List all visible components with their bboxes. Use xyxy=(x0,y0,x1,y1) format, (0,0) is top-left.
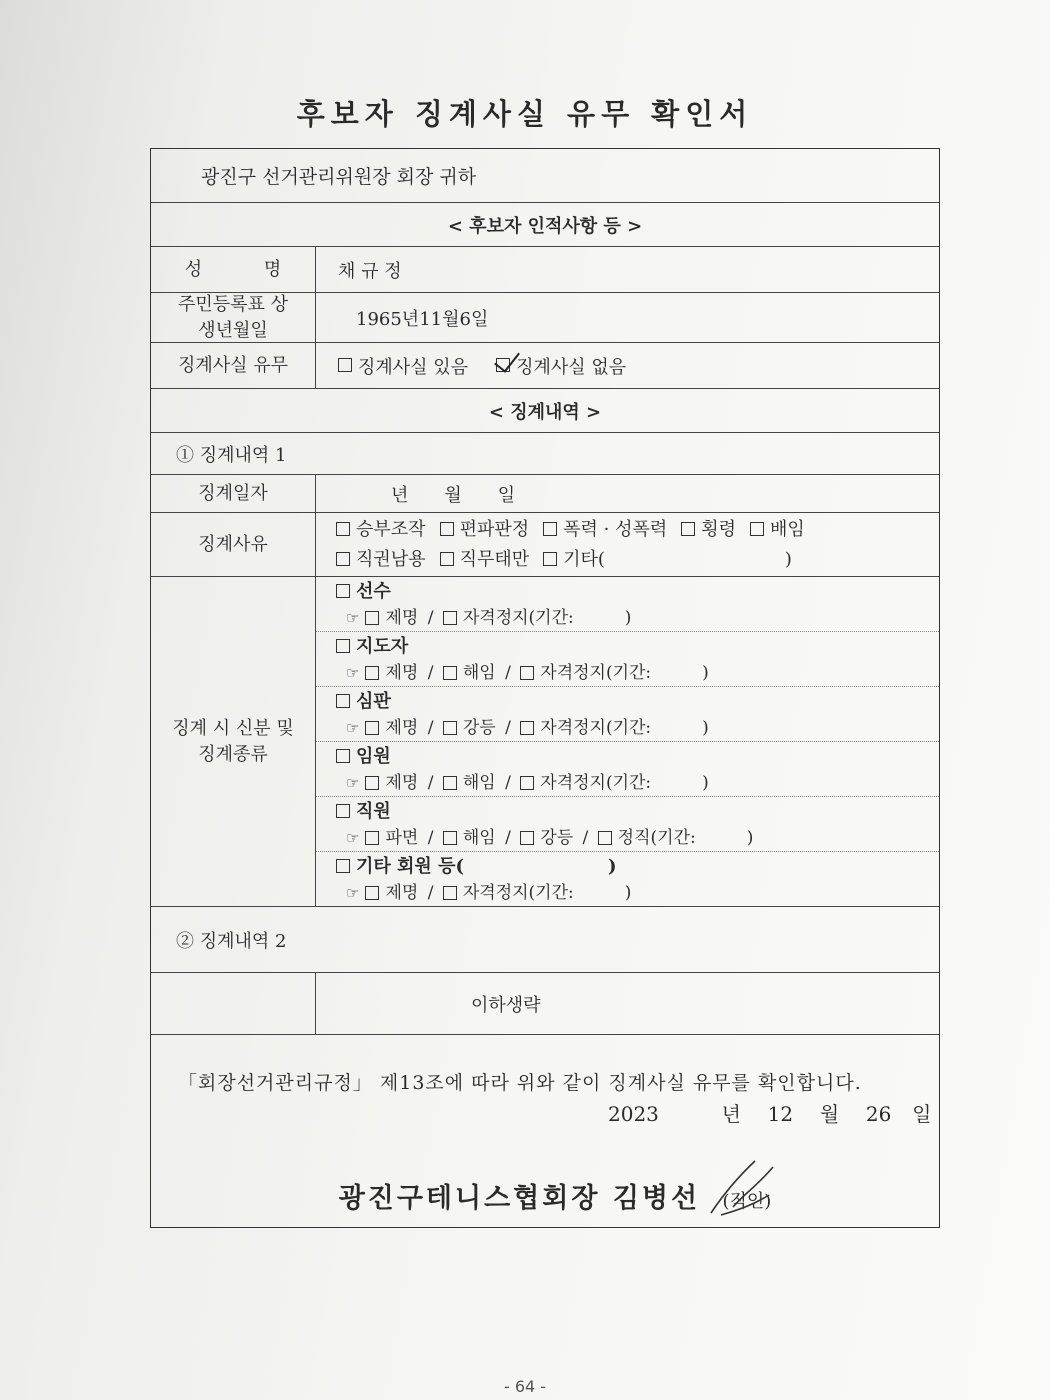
confirmation-statement: 「회장선거관리규정」 제13조에 따라 위와 같이 징계사실 유무를 확인합니다. xyxy=(178,1072,862,1094)
confirmation-form xyxy=(150,148,940,1228)
addressee: 광진구 선거관리위원장 회장 귀하 xyxy=(201,166,477,188)
record2-heading-row xyxy=(151,907,939,973)
pointing-hand-icon: ☞ xyxy=(346,609,360,627)
date-year: 2023 xyxy=(608,1102,659,1126)
reason-b-label-0: 직권남용 xyxy=(356,548,426,570)
personal-section-row xyxy=(151,203,939,247)
role-checkbox-0[interactable] xyxy=(336,584,350,598)
role-name-2: 심판 xyxy=(356,691,391,712)
record1-type-row xyxy=(151,577,939,907)
record1-date-label: 징계일자 xyxy=(151,475,316,512)
role-options-4 xyxy=(316,825,939,852)
role-checkbox-2[interactable] xyxy=(336,694,350,708)
role-4-option-label-3: 정직(기간: ) xyxy=(617,828,754,848)
option-separator: / xyxy=(499,718,517,738)
reason-b-checkbox-1[interactable] xyxy=(440,552,454,566)
record2-heading: ② 징계내역 2 xyxy=(176,930,287,952)
status-no-label: 징계사실 없음 xyxy=(516,356,627,378)
signer-name: 광진구테니스협회장 김병선 xyxy=(338,1183,701,1214)
role-3-option-checkbox-0[interactable] xyxy=(365,776,379,790)
option-separator: / xyxy=(422,663,439,683)
discipline-section-heading: < 징계내역 > xyxy=(488,401,602,423)
signature-mark xyxy=(703,1155,783,1225)
option-separator: / xyxy=(422,828,439,848)
role-2-option-label-2: 자격정지(기간: ) xyxy=(540,718,709,738)
reason-a-label-2: 폭력 · 성폭력 xyxy=(563,518,668,540)
role-options-1 xyxy=(316,660,939,687)
date-day-unit: 일 xyxy=(912,1102,932,1126)
reason-a-label-3: 횡령 xyxy=(701,518,737,540)
role-name-3: 임원 xyxy=(356,746,391,767)
record1-reason-label: 징계사유 xyxy=(151,513,316,576)
role-4-option-checkbox-0[interactable] xyxy=(365,831,379,845)
role-2-option-checkbox-2[interactable] xyxy=(520,721,534,735)
pointing-hand-icon: ☞ xyxy=(346,719,360,737)
record2-empty-label xyxy=(151,973,316,1034)
role-0-option-label-1: 자격정지(기간: ) xyxy=(462,608,632,628)
role-1-option-checkbox-0[interactable] xyxy=(365,666,379,680)
role-0-option-checkbox-0[interactable] xyxy=(365,611,379,625)
option-separator: / xyxy=(499,663,517,683)
date-month-unit: 월 xyxy=(819,1102,840,1126)
role-heading-1 xyxy=(316,634,939,660)
option-separator: / xyxy=(422,608,439,628)
reason-a-label-0: 승부조작 xyxy=(356,518,426,540)
role-5-option-label-1: 자격정지(기간: ) xyxy=(462,883,632,903)
role-4-option-checkbox-1[interactable] xyxy=(443,831,457,845)
birth-value: 1965년11월6일 xyxy=(356,308,489,330)
role-3-option-checkbox-1[interactable] xyxy=(443,776,457,790)
role-options-3 xyxy=(316,770,939,797)
addressee-row xyxy=(151,149,939,203)
option-separator: / xyxy=(422,718,439,738)
reasons-line2 xyxy=(336,545,792,575)
reason-a-checkbox-1[interactable] xyxy=(440,522,454,536)
record1-type-label xyxy=(151,577,316,906)
reason-b-label-1: 직무태만 xyxy=(459,548,530,570)
option-separator: / xyxy=(499,828,517,848)
role-1-option-checkbox-1[interactable] xyxy=(443,666,457,680)
role-options-2 xyxy=(316,715,939,742)
discipline-status-options xyxy=(316,343,939,388)
role-0-option-label-0: 제명 xyxy=(385,608,419,628)
reason-a-label-1: 편파판정 xyxy=(459,518,530,540)
option-separator: / xyxy=(422,883,439,903)
role-1-option-checkbox-2[interactable] xyxy=(520,666,534,680)
role-4-option-checkbox-3[interactable] xyxy=(598,831,612,845)
confirmation-date xyxy=(608,1098,931,1127)
name-value: 채 규 정 xyxy=(338,260,402,282)
role-3-option-label-0: 제명 xyxy=(385,773,419,793)
date-year-unit: 년 xyxy=(721,1102,741,1126)
role-4-option-checkbox-2[interactable] xyxy=(520,831,534,845)
seal-label: (직인) xyxy=(722,1191,772,1212)
reason-a-checkbox-0[interactable] xyxy=(336,522,350,536)
birth-label-line1: 주민등록표 상 xyxy=(177,293,289,315)
reasons-line1 xyxy=(336,515,805,545)
status-yes-label: 징계사실 있음 xyxy=(358,356,469,378)
role-heading-5 xyxy=(316,854,939,880)
date-day: 26 xyxy=(865,1102,892,1126)
discipline-status-label: 징계사실 유무 xyxy=(151,343,316,388)
role-name-5: 기타 회원 등( ) xyxy=(356,856,617,877)
signer-line xyxy=(0,1176,1050,1215)
status-no-checkbox[interactable] xyxy=(496,358,510,372)
role-heading-0 xyxy=(316,579,939,605)
role-name-1: 지도자 xyxy=(356,636,409,657)
role-1-option-label-2: 자격정지(기간: ) xyxy=(540,663,709,683)
option-separator: / xyxy=(422,773,439,793)
pointing-hand-icon: ☞ xyxy=(346,884,360,902)
role-checkbox-4[interactable] xyxy=(336,804,350,818)
record1-reason-options xyxy=(316,513,939,576)
status-yes-checkbox[interactable] xyxy=(338,358,352,372)
document-title: 후보자 징계사실 유무 확인서 xyxy=(296,97,754,131)
role-0-option-checkbox-1[interactable] xyxy=(443,611,457,625)
role-2-option-label-0: 제명 xyxy=(385,718,419,738)
reason-a-checkbox-3[interactable] xyxy=(681,522,695,536)
reason-a-label-4: 배임 xyxy=(770,518,805,540)
reason-b-checkbox-0[interactable] xyxy=(336,552,350,566)
reason-b-label-2: 기타( ) xyxy=(563,548,792,570)
role-3-option-label-1: 해임 xyxy=(462,773,496,793)
role-5-option-checkbox-0[interactable] xyxy=(365,886,379,900)
pointing-hand-icon: ☞ xyxy=(346,774,360,792)
reason-b-checkbox-2[interactable] xyxy=(543,552,557,566)
record1-heading: ① 징계내역 1 xyxy=(176,444,287,466)
role-options-5 xyxy=(316,880,939,907)
role-heading-3 xyxy=(316,744,939,770)
role-checkbox-1[interactable] xyxy=(336,639,350,653)
record2-note: 이하생략 xyxy=(471,994,541,1016)
role-2-option-checkbox-0[interactable] xyxy=(365,721,379,735)
discipline-status-row xyxy=(151,343,939,389)
role-options-0 xyxy=(316,605,939,632)
page-number: - 64 - xyxy=(503,1377,547,1396)
role-2-option-label-1: 강등 xyxy=(462,718,496,738)
name-label: 성 명 xyxy=(151,247,316,292)
record2-note-row xyxy=(151,973,939,1035)
pointing-hand-icon: ☞ xyxy=(346,664,360,682)
role-heading-4 xyxy=(316,799,939,825)
reason-a-checkbox-4[interactable] xyxy=(750,522,764,536)
role-3-option-label-2: 자격정지(기간: ) xyxy=(540,773,709,793)
pointing-hand-icon: ☞ xyxy=(346,829,360,847)
role-3-option-checkbox-2[interactable] xyxy=(520,776,534,790)
birth-row xyxy=(151,293,939,343)
record1-reason-row xyxy=(151,513,939,577)
role-heading-2 xyxy=(316,689,939,715)
option-separator: / xyxy=(499,773,517,793)
date-month: 12 xyxy=(767,1102,794,1126)
type-label-line1: 징계 시 신분 및 xyxy=(172,717,294,739)
role-checkbox-5[interactable] xyxy=(336,859,350,873)
birth-label xyxy=(151,293,316,342)
role-name-4: 직원 xyxy=(356,801,391,822)
birth-label-line2: 생년월일 xyxy=(198,319,268,341)
role-name-0: 선수 xyxy=(356,581,391,602)
record1-date-row xyxy=(151,475,939,513)
role-4-option-label-1: 해임 xyxy=(462,828,496,848)
record1-date-value: 년 월 일 xyxy=(391,484,516,506)
role-5-option-checkbox-1[interactable] xyxy=(443,886,457,900)
personal-section-heading: < 후보자 인적사항 등 > xyxy=(447,215,643,237)
discipline-section-row xyxy=(151,389,939,433)
reason-a-checkbox-2[interactable] xyxy=(543,522,557,536)
role-2-option-checkbox-1[interactable] xyxy=(443,721,457,735)
role-1-option-label-1: 해임 xyxy=(462,663,496,683)
type-label-line2: 징계종류 xyxy=(198,743,268,765)
role-4-option-label-0: 파면 xyxy=(385,828,419,848)
role-checkbox-3[interactable] xyxy=(336,749,350,763)
record1-heading-row xyxy=(151,433,939,475)
name-row xyxy=(151,247,939,293)
role-4-option-label-2: 강등 xyxy=(540,828,574,848)
role-5-option-label-0: 제명 xyxy=(385,883,419,903)
option-separator: / xyxy=(577,828,594,848)
role-1-option-label-0: 제명 xyxy=(385,663,419,683)
